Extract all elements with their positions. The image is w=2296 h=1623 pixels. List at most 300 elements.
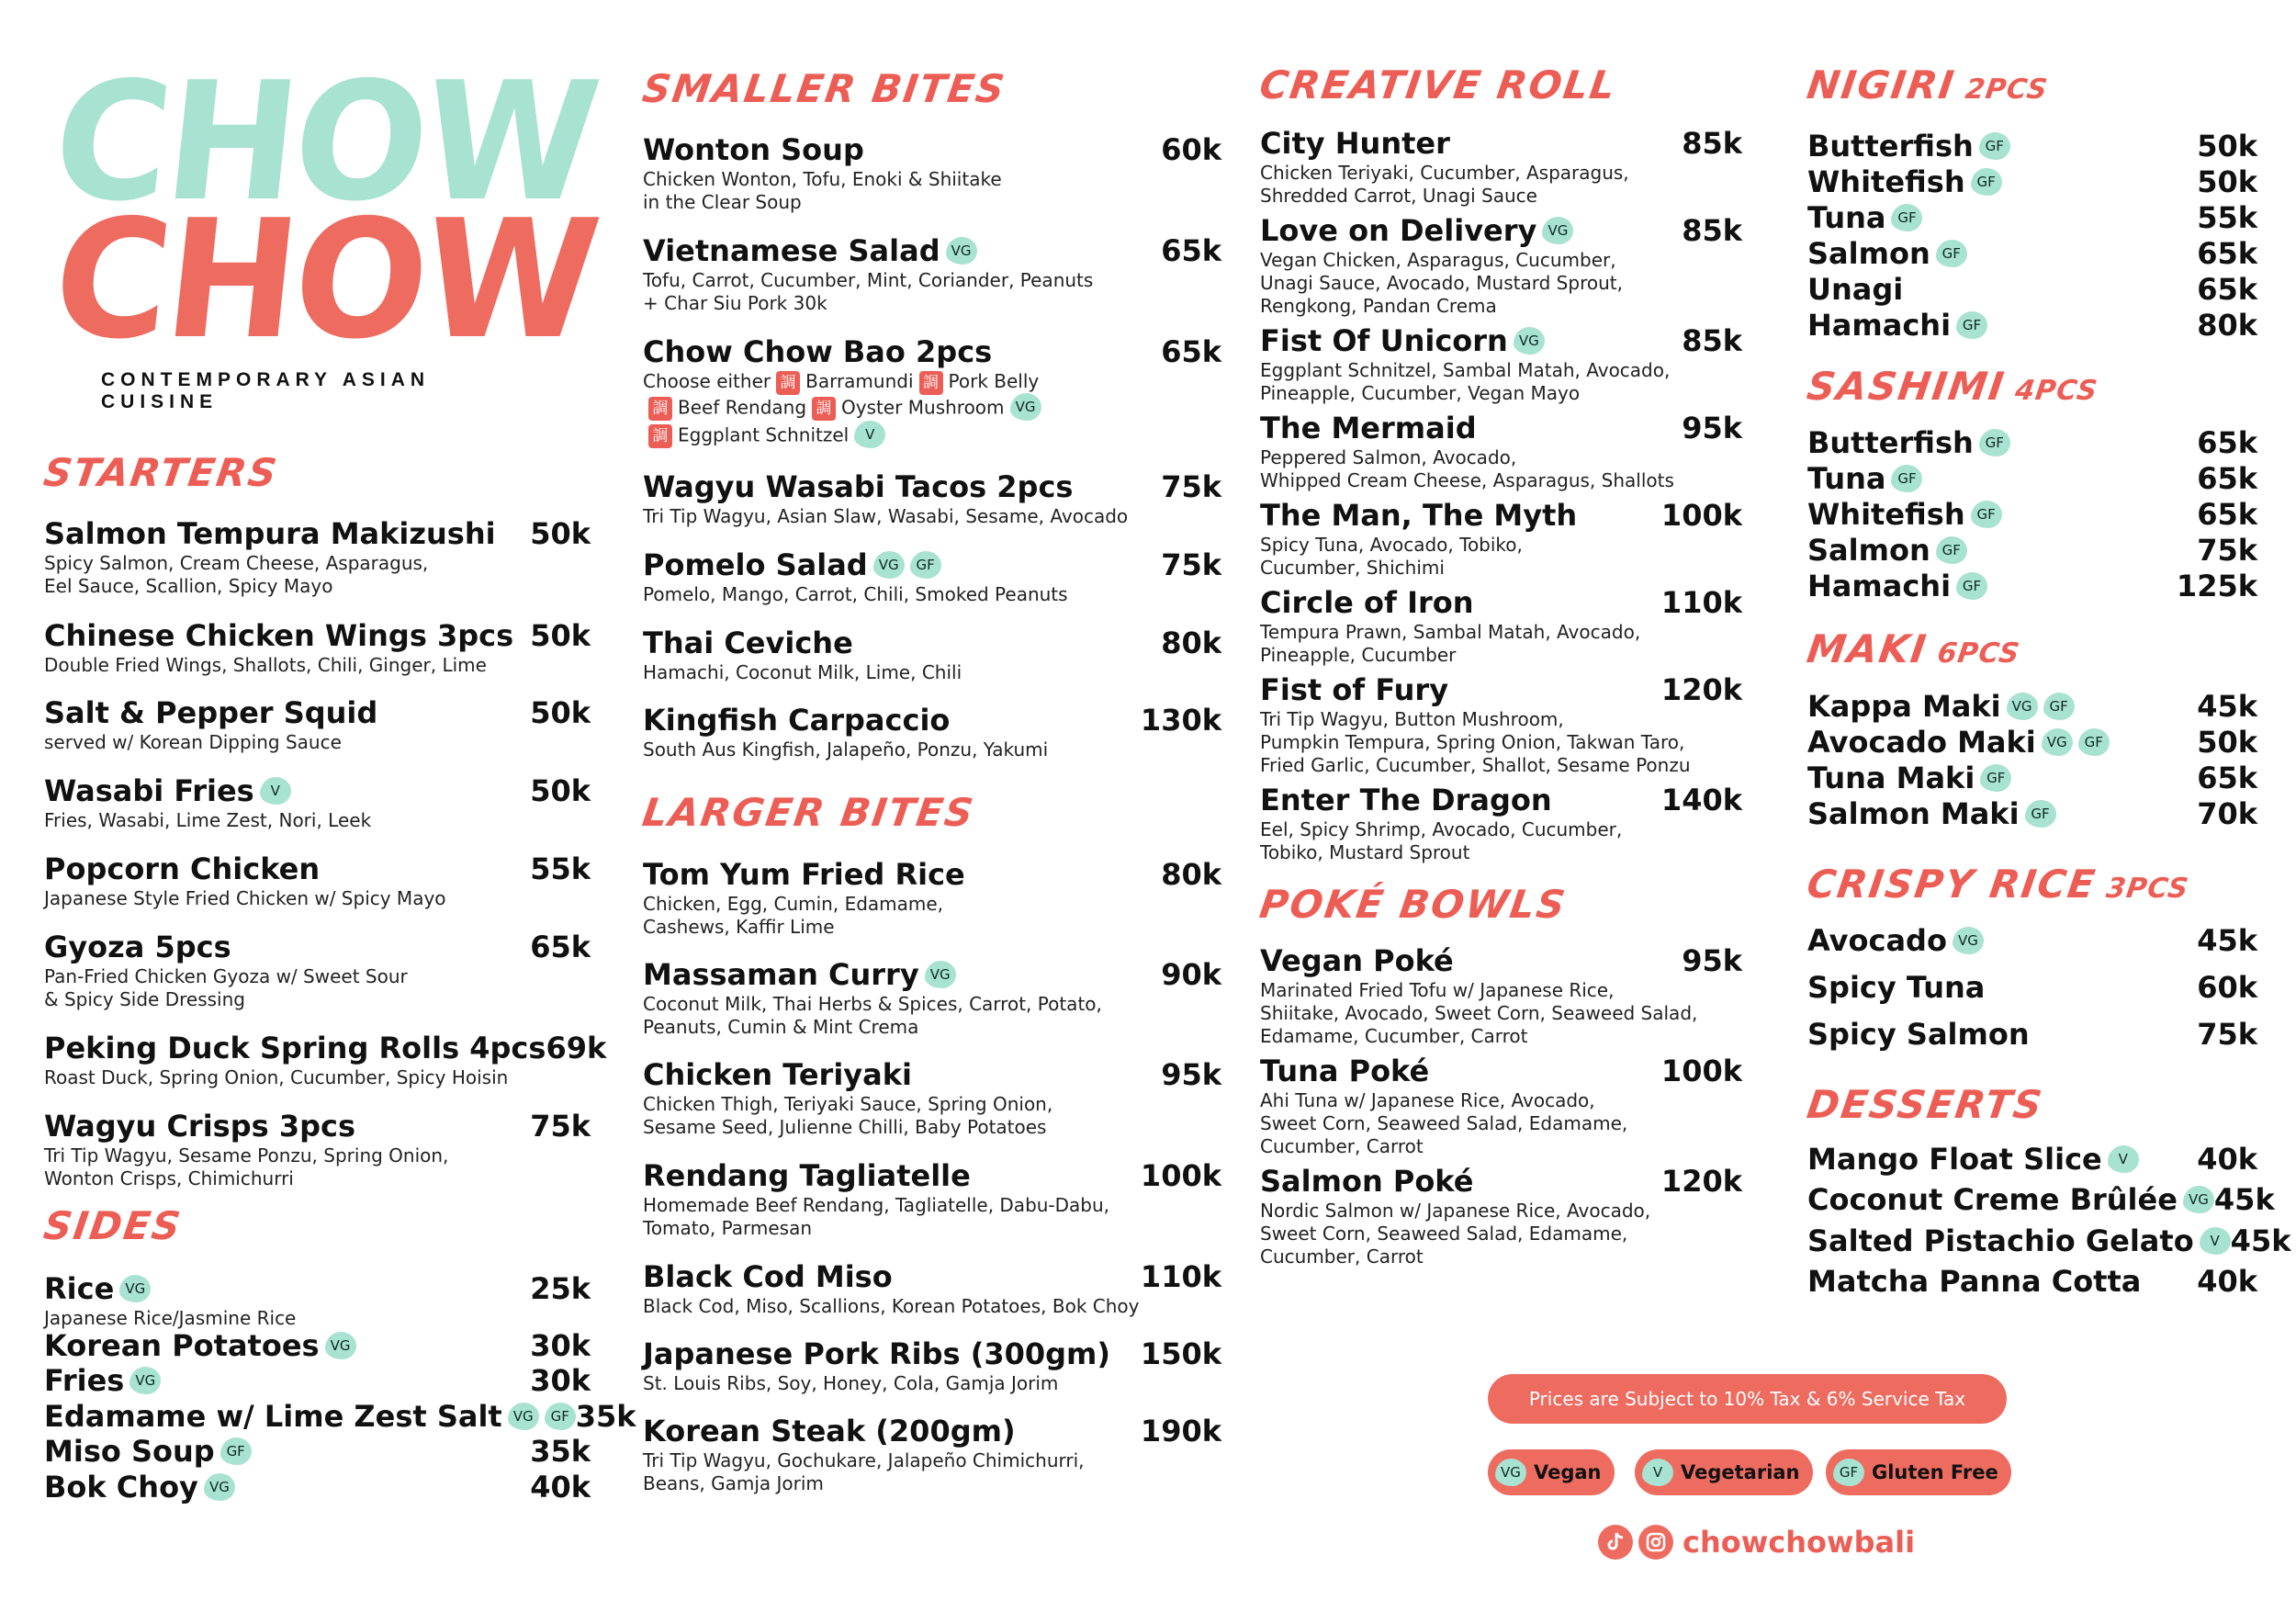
item-price: 50k bbox=[530, 773, 591, 808]
vegan-badge: VG bbox=[325, 1332, 356, 1359]
crispy-rice-title-text: CRISPY RICE bbox=[1804, 862, 2099, 907]
item-price: 65k bbox=[2197, 425, 2257, 460]
vegan-badge: VG bbox=[129, 1367, 161, 1394]
item-name-text: Rice bbox=[44, 1271, 115, 1306]
item-name bbox=[643, 234, 977, 267]
item-desc: Black Cod, Miso, Scallions, Korean Potatoes, Bok Choy bbox=[643, 1295, 1140, 1317]
list-item bbox=[1807, 129, 2257, 163]
maki-title bbox=[1805, 626, 2024, 671]
list-item bbox=[1807, 272, 2257, 307]
item-name: Salmon Tempura Makizushi bbox=[44, 516, 496, 551]
list-item bbox=[1807, 497, 2257, 532]
legend-vegan bbox=[1488, 1449, 1615, 1495]
legend-label: Gluten Free bbox=[1872, 1461, 1998, 1483]
list-item bbox=[1807, 425, 2257, 460]
item-name bbox=[1807, 796, 2056, 831]
item-name bbox=[44, 1363, 161, 1398]
item-price: 80k bbox=[1161, 626, 1221, 660]
desserts-title: DESSERTS bbox=[1804, 1082, 2047, 1127]
item-name: Salt & Pepper Squid bbox=[44, 695, 378, 730]
gluten-free-badge: GF bbox=[1936, 240, 1967, 267]
item-name: Gyoza 5pcs bbox=[44, 930, 231, 964]
item-name bbox=[1807, 689, 2075, 724]
menu-item bbox=[643, 626, 1221, 684]
item-desc: Tofu, Carrot, Cucumber, Mint, Coriander, Peanuts + Char Siu Pork 30k bbox=[643, 269, 1094, 314]
item-name bbox=[1807, 497, 2002, 532]
list-item bbox=[1807, 164, 2257, 199]
item-price: 65k bbox=[2197, 761, 2257, 795]
logo-line-2: CHOW bbox=[45, 185, 604, 375]
item-name bbox=[1807, 569, 1987, 603]
item-name bbox=[643, 548, 941, 581]
item-desc: Roast Duck, Spring Onion, Cucumber, Spicy Hoisin bbox=[44, 1066, 509, 1088]
item-price: 65k bbox=[1161, 233, 1221, 268]
vegan-badge: VG bbox=[1953, 927, 1984, 954]
item-price: 25k bbox=[530, 1271, 591, 1306]
item-name: Spicy Salmon bbox=[1807, 1017, 2030, 1052]
list-item bbox=[1807, 1223, 2291, 1258]
item-price: 69k bbox=[546, 1031, 607, 1065]
menu-item bbox=[643, 858, 1221, 939]
option-marker-icon: 調 bbox=[776, 371, 800, 395]
list-item bbox=[44, 1328, 591, 1363]
menu-item bbox=[643, 133, 1221, 214]
item-price: 65k bbox=[530, 930, 591, 964]
item-price: 65k bbox=[2197, 461, 2257, 496]
item-name bbox=[1807, 461, 1922, 496]
gluten-free-badge: GF bbox=[2025, 800, 2056, 828]
menu-item bbox=[1260, 127, 1742, 208]
brand-logo bbox=[45, 47, 604, 413]
item-name: Korean Steak (200gm) bbox=[643, 1414, 1016, 1448]
list-item bbox=[44, 1363, 591, 1398]
poke-bowls-title: POKÉ BOWLS bbox=[1256, 882, 1570, 927]
list-item bbox=[1807, 308, 2257, 343]
item-desc: Chicken Teriyaki, Cucumber, Asparagus, Shredded Carrot, Unagi Sauce bbox=[1260, 162, 1629, 207]
list-item bbox=[1807, 461, 2257, 496]
item-name-text: Salmon bbox=[1807, 533, 1930, 568]
item-name: Salmon Poké bbox=[1260, 1164, 1474, 1199]
item-price: 55k bbox=[2197, 200, 2257, 235]
vegan-badge: VG bbox=[946, 237, 977, 265]
item-name: The Mermaid bbox=[1260, 411, 1477, 445]
item-price: 140k bbox=[1660, 783, 1742, 817]
gluten-free-badge: GF bbox=[1833, 1459, 1864, 1486]
item-price: 30k bbox=[530, 1328, 591, 1363]
menu-item bbox=[1260, 944, 1742, 1048]
item-name: Thai Ceviche bbox=[643, 626, 853, 660]
list-item bbox=[1807, 200, 2257, 235]
nigiri-pieces: 2PCS bbox=[1963, 73, 2051, 106]
item-name bbox=[1807, 164, 2002, 199]
item-name bbox=[44, 1434, 252, 1469]
item-desc: Fries, Wasabi, Lime Zest, Nori, Leek bbox=[44, 809, 372, 831]
sashimi-title bbox=[1805, 364, 2102, 409]
item-name-text: Korean Potatoes bbox=[44, 1328, 320, 1363]
item-name-text: Miso Soup bbox=[44, 1434, 215, 1469]
item-name-text: Hamachi bbox=[1807, 308, 1952, 343]
item-name-text: Mango Float Slice bbox=[1807, 1142, 2102, 1177]
list-item bbox=[1807, 569, 2257, 603]
item-name bbox=[44, 774, 291, 807]
sides-title: SIDES bbox=[40, 1203, 186, 1248]
item-desc: Chicken Thigh, Teriyaki Sauce, Spring Onion, Sesame Seed, Julienne Chilli, Baby Potatoes bbox=[643, 1093, 1053, 1138]
vegan-badge: VG bbox=[119, 1275, 151, 1302]
option-marker-icon: 調 bbox=[648, 397, 672, 421]
item-price: 125k bbox=[2176, 569, 2257, 603]
item-name: Circle of Iron bbox=[1260, 585, 1474, 620]
item-price: 100k bbox=[1660, 498, 1742, 533]
option-marker-icon: 調 bbox=[648, 424, 672, 448]
option-marker-icon: 調 bbox=[919, 371, 943, 395]
item-name: Peking Duck Spring Rolls 4pcs bbox=[44, 1031, 546, 1065]
item-name: Enter The Dragon bbox=[1260, 783, 1552, 817]
gluten-free-badge: GF bbox=[545, 1403, 576, 1430]
item-name bbox=[1807, 1223, 2231, 1258]
vegan-badge: VG bbox=[2007, 693, 2038, 720]
item-name bbox=[44, 1470, 235, 1505]
item-price: 90k bbox=[1161, 957, 1221, 992]
item-desc: Eel, Spicy Shrimp, Avocado, Cucumber, Tobiko, Mustard Sprout bbox=[1260, 818, 1623, 863]
item-price: 75k bbox=[1161, 469, 1221, 504]
instagram-icon[interactable] bbox=[1638, 1525, 1673, 1560]
item-name: Chinese Chicken Wings 3pcs bbox=[44, 618, 514, 653]
item-desc: Vegan Chicken, Asparagus, Cucumber, Unagi Sauce, Avocado, Mustard Sprout, Rengkong, Pandan Crema bbox=[1260, 249, 1623, 317]
vegan-badge: VG bbox=[1514, 327, 1545, 355]
vegetarian-badge: V bbox=[854, 421, 885, 448]
item-price: 100k bbox=[1660, 1054, 1742, 1088]
crispy-rice-pieces: 3PCS bbox=[2104, 873, 2191, 905]
item-price: 80k bbox=[1161, 857, 1221, 892]
bao-option: Eggplant Schnitzel bbox=[678, 423, 850, 445]
item-name bbox=[1807, 1142, 2139, 1177]
vegan-badge: VG bbox=[508, 1403, 539, 1430]
vegan-badge: VG bbox=[1542, 217, 1573, 244]
item-name: Japanese Pork Ribs (300gm) bbox=[643, 1336, 1111, 1371]
item-name: Popcorn Chicken bbox=[44, 851, 321, 886]
creative-roll-title: CREATIVE ROLL bbox=[1256, 62, 1620, 107]
item-name bbox=[643, 958, 956, 991]
item-name bbox=[1807, 425, 2010, 460]
item-price: 70k bbox=[2197, 796, 2257, 831]
menu-item bbox=[44, 619, 591, 677]
item-price: 35k bbox=[575, 1399, 636, 1434]
item-desc: Chicken, Egg, Cumin, Edamame, Cashews, Kaffir Lime bbox=[643, 893, 944, 938]
list-item bbox=[1807, 533, 2257, 568]
menu-item bbox=[1260, 1165, 1742, 1268]
item-desc: Japanese Rice/Jasmine Rice bbox=[44, 1307, 297, 1329]
item-name: Wagyu Wasabi Tacos 2pcs bbox=[643, 469, 1074, 504]
vegan-badge: VG bbox=[2042, 728, 2073, 756]
item-desc: Homemade Beef Rendang, Tagliatelle, Dabu-Dabu, Tomato, Parmesan bbox=[643, 1194, 1110, 1239]
gluten-free-badge: GF bbox=[1971, 168, 2002, 196]
starters-title: STARTERS bbox=[40, 450, 281, 495]
item-price: 85k bbox=[1682, 126, 1742, 161]
smaller-bites-title: SMALLER BITES bbox=[639, 66, 1009, 111]
item-name bbox=[1807, 725, 2110, 760]
menu-item bbox=[1260, 586, 1742, 667]
sashimi-title-text: SASHIMI bbox=[1804, 364, 2009, 409]
item-name: Fist of Fury bbox=[1260, 672, 1449, 707]
legend-label: Vegan bbox=[1534, 1461, 1602, 1483]
gluten-free-badge: GF bbox=[2043, 693, 2075, 720]
bao-options-line-2 bbox=[643, 395, 1221, 423]
gluten-free-badge: GF bbox=[910, 551, 941, 579]
item-desc: Chicken Wonton, Tofu, Enoki & Shiitake in the Clear Soup bbox=[643, 168, 1002, 213]
item-price: 50k bbox=[530, 516, 591, 551]
item-desc: Spicy Tuna, Avocado, Tobiko, Cucumber, Shichimi bbox=[1260, 534, 1523, 579]
menu-item bbox=[44, 517, 591, 598]
tiktok-icon[interactable] bbox=[1598, 1525, 1633, 1560]
item-price: 95k bbox=[1682, 411, 1742, 445]
vegetarian-badge: V bbox=[1642, 1459, 1673, 1486]
item-price: 60k bbox=[2197, 970, 2257, 1005]
gluten-free-badge: GF bbox=[1936, 536, 1967, 564]
item-name-text: Salted Pistachio Gelato bbox=[1807, 1223, 2194, 1258]
menu-item bbox=[643, 1414, 1221, 1495]
menu-item bbox=[1260, 411, 1742, 492]
item-price: 40k bbox=[2197, 1264, 2257, 1299]
list-item bbox=[1807, 1017, 2257, 1052]
item-price: 35k bbox=[530, 1434, 591, 1469]
list-item bbox=[1807, 923, 2257, 958]
gluten-free-badge: GF bbox=[1956, 572, 1987, 600]
list-item bbox=[44, 1470, 591, 1505]
menu-item bbox=[643, 704, 1221, 761]
menu-item bbox=[1260, 783, 1742, 864]
item-price: 150k bbox=[1140, 1336, 1221, 1371]
logo-line-1: CHOW bbox=[45, 47, 604, 237]
item-name: Wonton Soup bbox=[643, 132, 864, 167]
item-price: 95k bbox=[1682, 943, 1742, 978]
gluten-free-badge: GF bbox=[1891, 204, 1922, 231]
item-desc: Tri Tip Wagyu, Asian Slaw, Wasabi, Sesame, Avocado bbox=[643, 505, 1129, 527]
nigiri-title bbox=[1805, 62, 2052, 107]
item-name bbox=[44, 1328, 356, 1363]
item-name: Vegan Poké bbox=[1260, 943, 1454, 978]
bao-options-line-1 bbox=[643, 370, 1221, 395]
item-price: 45k bbox=[2197, 923, 2257, 958]
item-name bbox=[1807, 1182, 2214, 1217]
item-name-text: Massaman Curry bbox=[643, 957, 919, 992]
list-item bbox=[1807, 689, 2257, 724]
item-name: Unagi bbox=[1807, 272, 1904, 307]
item-price: 60k bbox=[1161, 132, 1221, 167]
item-name: City Hunter bbox=[1260, 126, 1450, 161]
bao-choose-text: Choose either bbox=[643, 370, 771, 392]
item-price: 85k bbox=[1682, 323, 1742, 358]
social-links bbox=[1598, 1525, 1915, 1560]
item-desc: Spicy Salmon, Cream Cheese, Asparagus, Eel Sauce, Scallion, Spicy Mayo bbox=[44, 552, 429, 597]
item-name bbox=[1807, 236, 1967, 271]
item-desc: Marinated Fried Tofu w/ Japanese Rice, Shiitake, Avocado, Sweet Corn, Seaweed Salad, Edamame, Cucumber, Carrot bbox=[1260, 979, 1698, 1047]
item-price: 80k bbox=[2197, 308, 2257, 343]
item-desc: served w/ Korean Dipping Sauce bbox=[44, 731, 342, 753]
item-desc: Peppered Salmon, Avocado, Whipped Cream Cheese, Asparagus, Shallots bbox=[1260, 446, 1674, 491]
item-price: 110k bbox=[1660, 585, 1742, 620]
list-item bbox=[1807, 236, 2257, 271]
legend-label: Vegetarian bbox=[1681, 1461, 1800, 1483]
item-name-text: Tuna bbox=[1807, 200, 1886, 235]
list-item bbox=[1807, 1264, 2257, 1299]
item-name-text: Coconut Creme Brûlée bbox=[1807, 1182, 2178, 1217]
tax-note: Prices are Subject to 10% Tax & 6% Service Tax bbox=[1488, 1374, 2007, 1424]
item-price: 50k bbox=[2197, 725, 2257, 760]
item-price: 120k bbox=[1660, 672, 1742, 707]
menu-item bbox=[643, 1159, 1221, 1240]
vegetarian-badge: V bbox=[260, 777, 291, 805]
item-name: Wagyu Crisps 3pcs bbox=[44, 1109, 355, 1144]
menu-item bbox=[1260, 214, 1742, 318]
gluten-free-badge: GF bbox=[220, 1437, 252, 1465]
item-name-text: Tuna bbox=[1807, 461, 1886, 496]
list-item bbox=[1807, 1142, 2257, 1177]
item-desc: Pan-Fried Chicken Gyoza w/ Sweet Sour & Spicy Side Dressing bbox=[44, 965, 408, 1010]
item-desc: South Aus Kingfish, Jalapeño, Ponzu, Yakumi bbox=[643, 738, 1049, 761]
item-name-text: Avocado Maki bbox=[1807, 725, 2036, 760]
menu-item bbox=[1260, 499, 1742, 580]
item-desc: Hamachi, Coconut Milk, Lime, Chili bbox=[643, 661, 962, 683]
list-item bbox=[44, 1434, 591, 1469]
bao-options-line-3 bbox=[643, 423, 1221, 450]
item-desc: Double Fried Wings, Shallots, Chili, Ginger, Lime bbox=[44, 654, 487, 676]
item-name bbox=[1807, 923, 1984, 958]
menu-item bbox=[1260, 673, 1742, 777]
item-name: Matcha Panna Cotta bbox=[1807, 1264, 2142, 1299]
bao-option: Beef Rendang bbox=[678, 396, 807, 418]
item-price: 45k bbox=[2197, 689, 2257, 724]
item-desc: Coconut Milk, Thai Herbs & Spices, Carrot, Potato, Peanuts, Cumin & Mint Crema bbox=[643, 993, 1102, 1038]
item-price: 50k bbox=[2197, 164, 2257, 199]
crispy-rice-title bbox=[1805, 862, 2193, 907]
item-price: 45k bbox=[2230, 1223, 2291, 1258]
gluten-free-badge: GF bbox=[1979, 132, 2010, 160]
menu-item bbox=[44, 1272, 591, 1330]
item-name: Black Cod Miso bbox=[643, 1259, 893, 1294]
item-desc bbox=[643, 370, 1221, 450]
item-desc: Ahi Tuna w/ Japanese Rice, Avocado, Sweet Corn, Seaweed Salad, Edamame, Cucumber, Carrot bbox=[1260, 1089, 1628, 1157]
gluten-free-badge: GF bbox=[1956, 311, 1987, 339]
item-desc: Tri Tip Wagyu, Button Mushroom, Pumpkin Tempura, Spring Onion, Takwan Taro, Fried Garlic, Cucumber, Shallot, Sesame Ponzu bbox=[1260, 708, 1691, 776]
item-desc: Tempura Prawn, Sambal Matah, Avocado, Pineapple, Cucumber bbox=[1260, 621, 1641, 666]
item-name-text: Salmon bbox=[1807, 236, 1930, 271]
item-name: Chow Chow Bao 2pcs bbox=[643, 334, 993, 369]
menu-item bbox=[44, 1110, 591, 1190]
vegan-badge: VG bbox=[925, 961, 956, 988]
gluten-free-badge: GF bbox=[2078, 728, 2110, 756]
item-name bbox=[1807, 200, 1922, 235]
item-name-text: Salmon Maki bbox=[1807, 796, 2020, 831]
item-price: 95k bbox=[1161, 1057, 1221, 1092]
menu-item bbox=[643, 234, 1221, 315]
gluten-free-badge: GF bbox=[1979, 429, 2010, 456]
item-name-text: Kappa Maki bbox=[1807, 689, 2001, 724]
item-name-text: Fist Of Unicorn bbox=[1260, 323, 1508, 358]
gluten-free-badge: GF bbox=[1980, 764, 2011, 792]
menu-item bbox=[44, 852, 591, 910]
item-desc: St. Louis Ribs, Soy, Honey, Cola, Gamja Jorim bbox=[643, 1372, 1059, 1394]
gluten-free-badge: GF bbox=[1891, 465, 1922, 492]
item-price: 30k bbox=[530, 1363, 591, 1398]
item-name-text: Tuna Maki bbox=[1807, 761, 1975, 795]
item-name-text: Butterfish bbox=[1807, 425, 1974, 460]
item-name: Chicken Teriyaki bbox=[643, 1057, 912, 1092]
item-price: 75k bbox=[1161, 547, 1221, 582]
list-item bbox=[1807, 796, 2257, 831]
item-price: 75k bbox=[2197, 533, 2257, 568]
item-name-text: Edamame w/ Lime Zest Salt bbox=[44, 1399, 502, 1434]
menu-item bbox=[44, 774, 591, 832]
item-name-text: Bok Choy bbox=[44, 1470, 198, 1505]
item-name bbox=[1807, 129, 2010, 163]
item-name bbox=[44, 1399, 576, 1434]
item-desc: Tri Tip Wagyu, Sesame Ponzu, Spring Onion, Wonton Crisps, Chimichurri bbox=[44, 1144, 449, 1189]
item-name bbox=[44, 1272, 151, 1305]
item-name-text: Fries bbox=[44, 1363, 125, 1398]
vegan-badge: VG bbox=[1495, 1459, 1526, 1486]
bao-option: Pork Belly bbox=[948, 370, 1040, 392]
option-marker-icon: 調 bbox=[812, 397, 836, 421]
item-price: 50k bbox=[2197, 129, 2257, 163]
list-item bbox=[1807, 725, 2257, 760]
menu-item bbox=[643, 1337, 1221, 1395]
item-name-text: Pomelo Salad bbox=[643, 547, 868, 582]
menu-item bbox=[44, 696, 591, 754]
item-price: 40k bbox=[530, 1470, 591, 1505]
item-name-text: Vietnamese Salad bbox=[643, 233, 940, 268]
item-price: 65k bbox=[2197, 497, 2257, 532]
item-price: 50k bbox=[530, 695, 591, 730]
menu-item bbox=[1260, 324, 1742, 405]
menu-item bbox=[643, 958, 1221, 1039]
menu-item bbox=[643, 548, 1221, 606]
menu-item bbox=[643, 1260, 1221, 1318]
item-name bbox=[1260, 324, 1545, 357]
item-price: 75k bbox=[2197, 1017, 2257, 1052]
item-name-text: Butterfish bbox=[1807, 129, 1974, 163]
item-price: 45k bbox=[2213, 1182, 2275, 1217]
legend-gluten-free bbox=[1826, 1449, 2011, 1495]
item-name: Rendang Tagliatelle bbox=[643, 1158, 971, 1193]
item-name: Spicy Tuna bbox=[1807, 970, 1986, 1005]
list-item bbox=[44, 1399, 636, 1434]
item-name: The Man, The Myth bbox=[1260, 498, 1578, 533]
item-name-text: Wasabi Fries bbox=[44, 773, 254, 808]
item-name bbox=[1260, 214, 1573, 247]
item-name: Tom Yum Fried Rice bbox=[643, 857, 965, 892]
item-price: 40k bbox=[2197, 1142, 2257, 1177]
item-price: 50k bbox=[530, 618, 591, 653]
sashimi-pieces: 4PCS bbox=[2013, 375, 2100, 407]
menu-item bbox=[643, 470, 1221, 528]
gluten-free-badge: GF bbox=[1971, 501, 2002, 528]
menu-item bbox=[1260, 1054, 1742, 1158]
vegetarian-badge: V bbox=[2200, 1227, 2231, 1255]
vegan-badge: VG bbox=[2183, 1186, 2214, 1213]
item-name-text: Hamachi bbox=[1807, 569, 1952, 603]
bao-option: Barramundi bbox=[805, 370, 914, 392]
item-desc: Eggplant Schnitzel, Sambal Matah, Avocado, Pineapple, Cucumber, Vegan Mayo bbox=[1260, 359, 1671, 404]
item-price: 65k bbox=[1161, 334, 1221, 369]
nigiri-title-text: NIGIRI bbox=[1804, 62, 1959, 107]
social-handle[interactable]: chowchowbali bbox=[1683, 1525, 1916, 1560]
item-name bbox=[1807, 533, 1967, 568]
item-desc: Japanese Style Fried Chicken w/ Spicy Mayo bbox=[44, 887, 446, 909]
item-desc: Nordic Salmon w/ Japanese Rice, Avocado, Sweet Corn, Seaweed Salad, Edamame, Cucumber, Carrot bbox=[1260, 1200, 1651, 1268]
item-name-text: Love on Delivery bbox=[1260, 213, 1537, 248]
vegan-badge: VG bbox=[1010, 393, 1041, 421]
item-price: 130k bbox=[1140, 703, 1221, 738]
